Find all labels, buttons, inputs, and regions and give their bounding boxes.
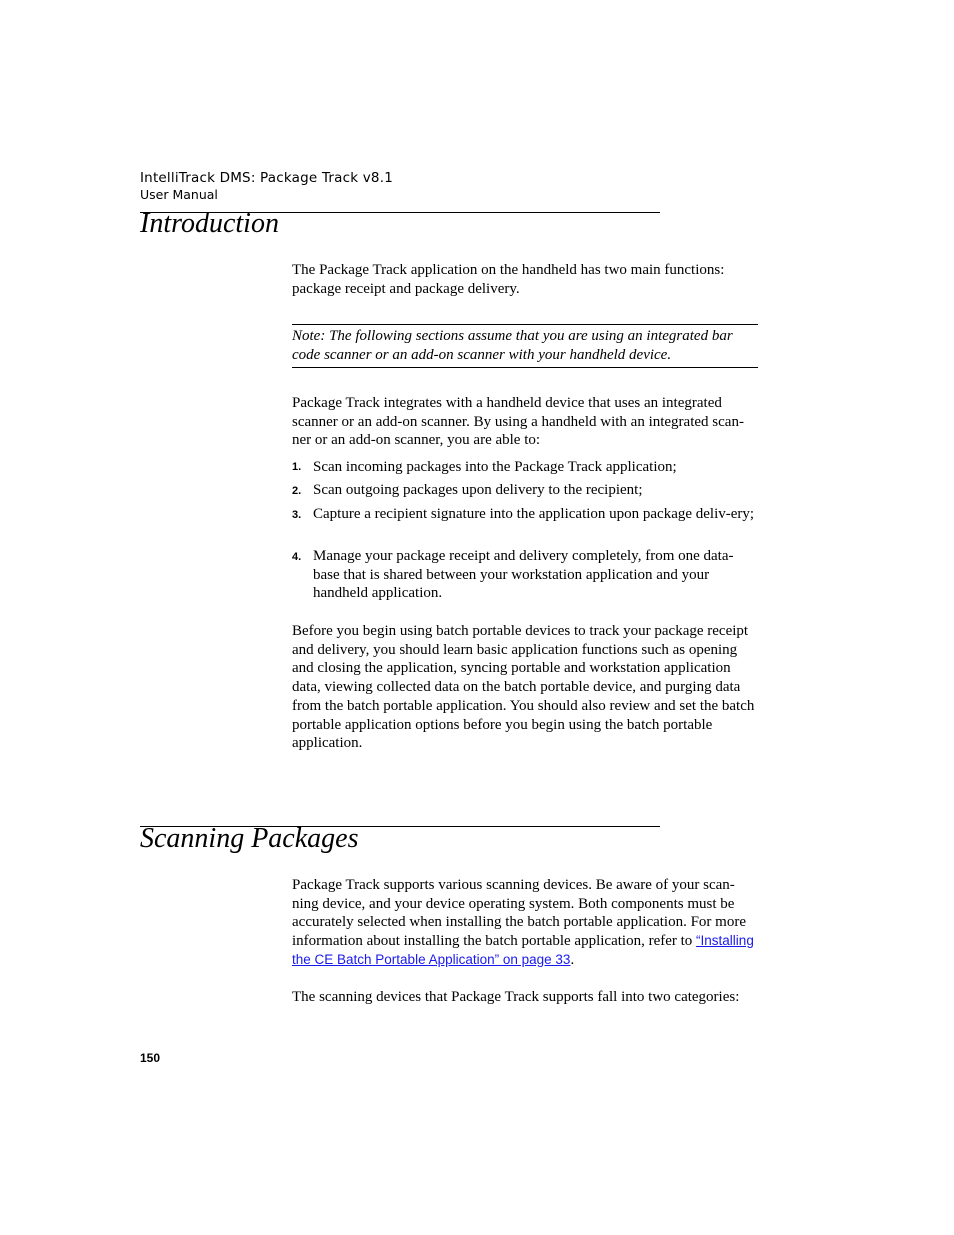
list-item: Scan outgoing packages upon delivery to the recipient;	[313, 482, 643, 498]
list-item: Manage your package receipt and delivery completely, from one data-base that is shared between your workstation application and your handheld application.	[313, 548, 734, 602]
list-item: Capture a recipient signature into the application upon package deliv-ery;	[313, 506, 755, 522]
list-item-number: 4.	[292, 551, 302, 563]
list-item-number: 2.	[292, 485, 302, 497]
intro-paragraph-2: Package Track integrates with a handheld device that uses an integrated scanner or an add-on scanner. By using a handheld with an integrated scan-ner or an add-on scanner, you are able to:	[292, 395, 744, 449]
section-title-introduction: Introduction	[140, 208, 279, 239]
list-item: Scan incoming packages into the Package Track application;	[313, 459, 677, 475]
running-header-title: IntelliTrack DMS: Package Track v8.1	[140, 170, 393, 186]
scanning-paragraph-1: Package Track supports various scanning devices. Be aware of your scan-ning device, and your device operating system. Both components must be accurately selected when installing the batch portable application. For more information about installing the batch portable application, refer to “Installing the CE Batch Portable Application” on page 33.	[292, 877, 754, 968]
list-item-number: 1.	[292, 461, 302, 473]
note-text: Note: The following sections assume that you are using an integrated bar code scanner or an add-on scanner with your handheld device.	[292, 328, 733, 363]
list-item-number: 3.	[292, 509, 302, 521]
running-header-subtitle: User Manual	[140, 187, 218, 202]
cross-reference-link[interactable]: “Installing the CE Batch Portable Application” on page 33	[292, 933, 754, 967]
intro-paragraph-3: Before you begin using batch portable devices to track your package receipt and delivery, you should learn basic application functions such as opening and closing the application, syncing portable and workstation application data, viewing collected data on the batch portable device, and purging data from the batch portable application. You should also review and set the batch portable application options before you begin using the batch portable application.	[292, 623, 755, 752]
section-title-scanning-packages: Scanning Packages	[140, 823, 359, 854]
note-box	[292, 324, 758, 368]
page-number: 150	[140, 1051, 161, 1065]
intro-paragraph-1: The Package Track application on the handheld has two main functions: package receipt and package delivery.	[292, 262, 725, 297]
scanning-paragraph-2: The scanning devices that Package Track supports fall into two categories:	[292, 989, 740, 1005]
